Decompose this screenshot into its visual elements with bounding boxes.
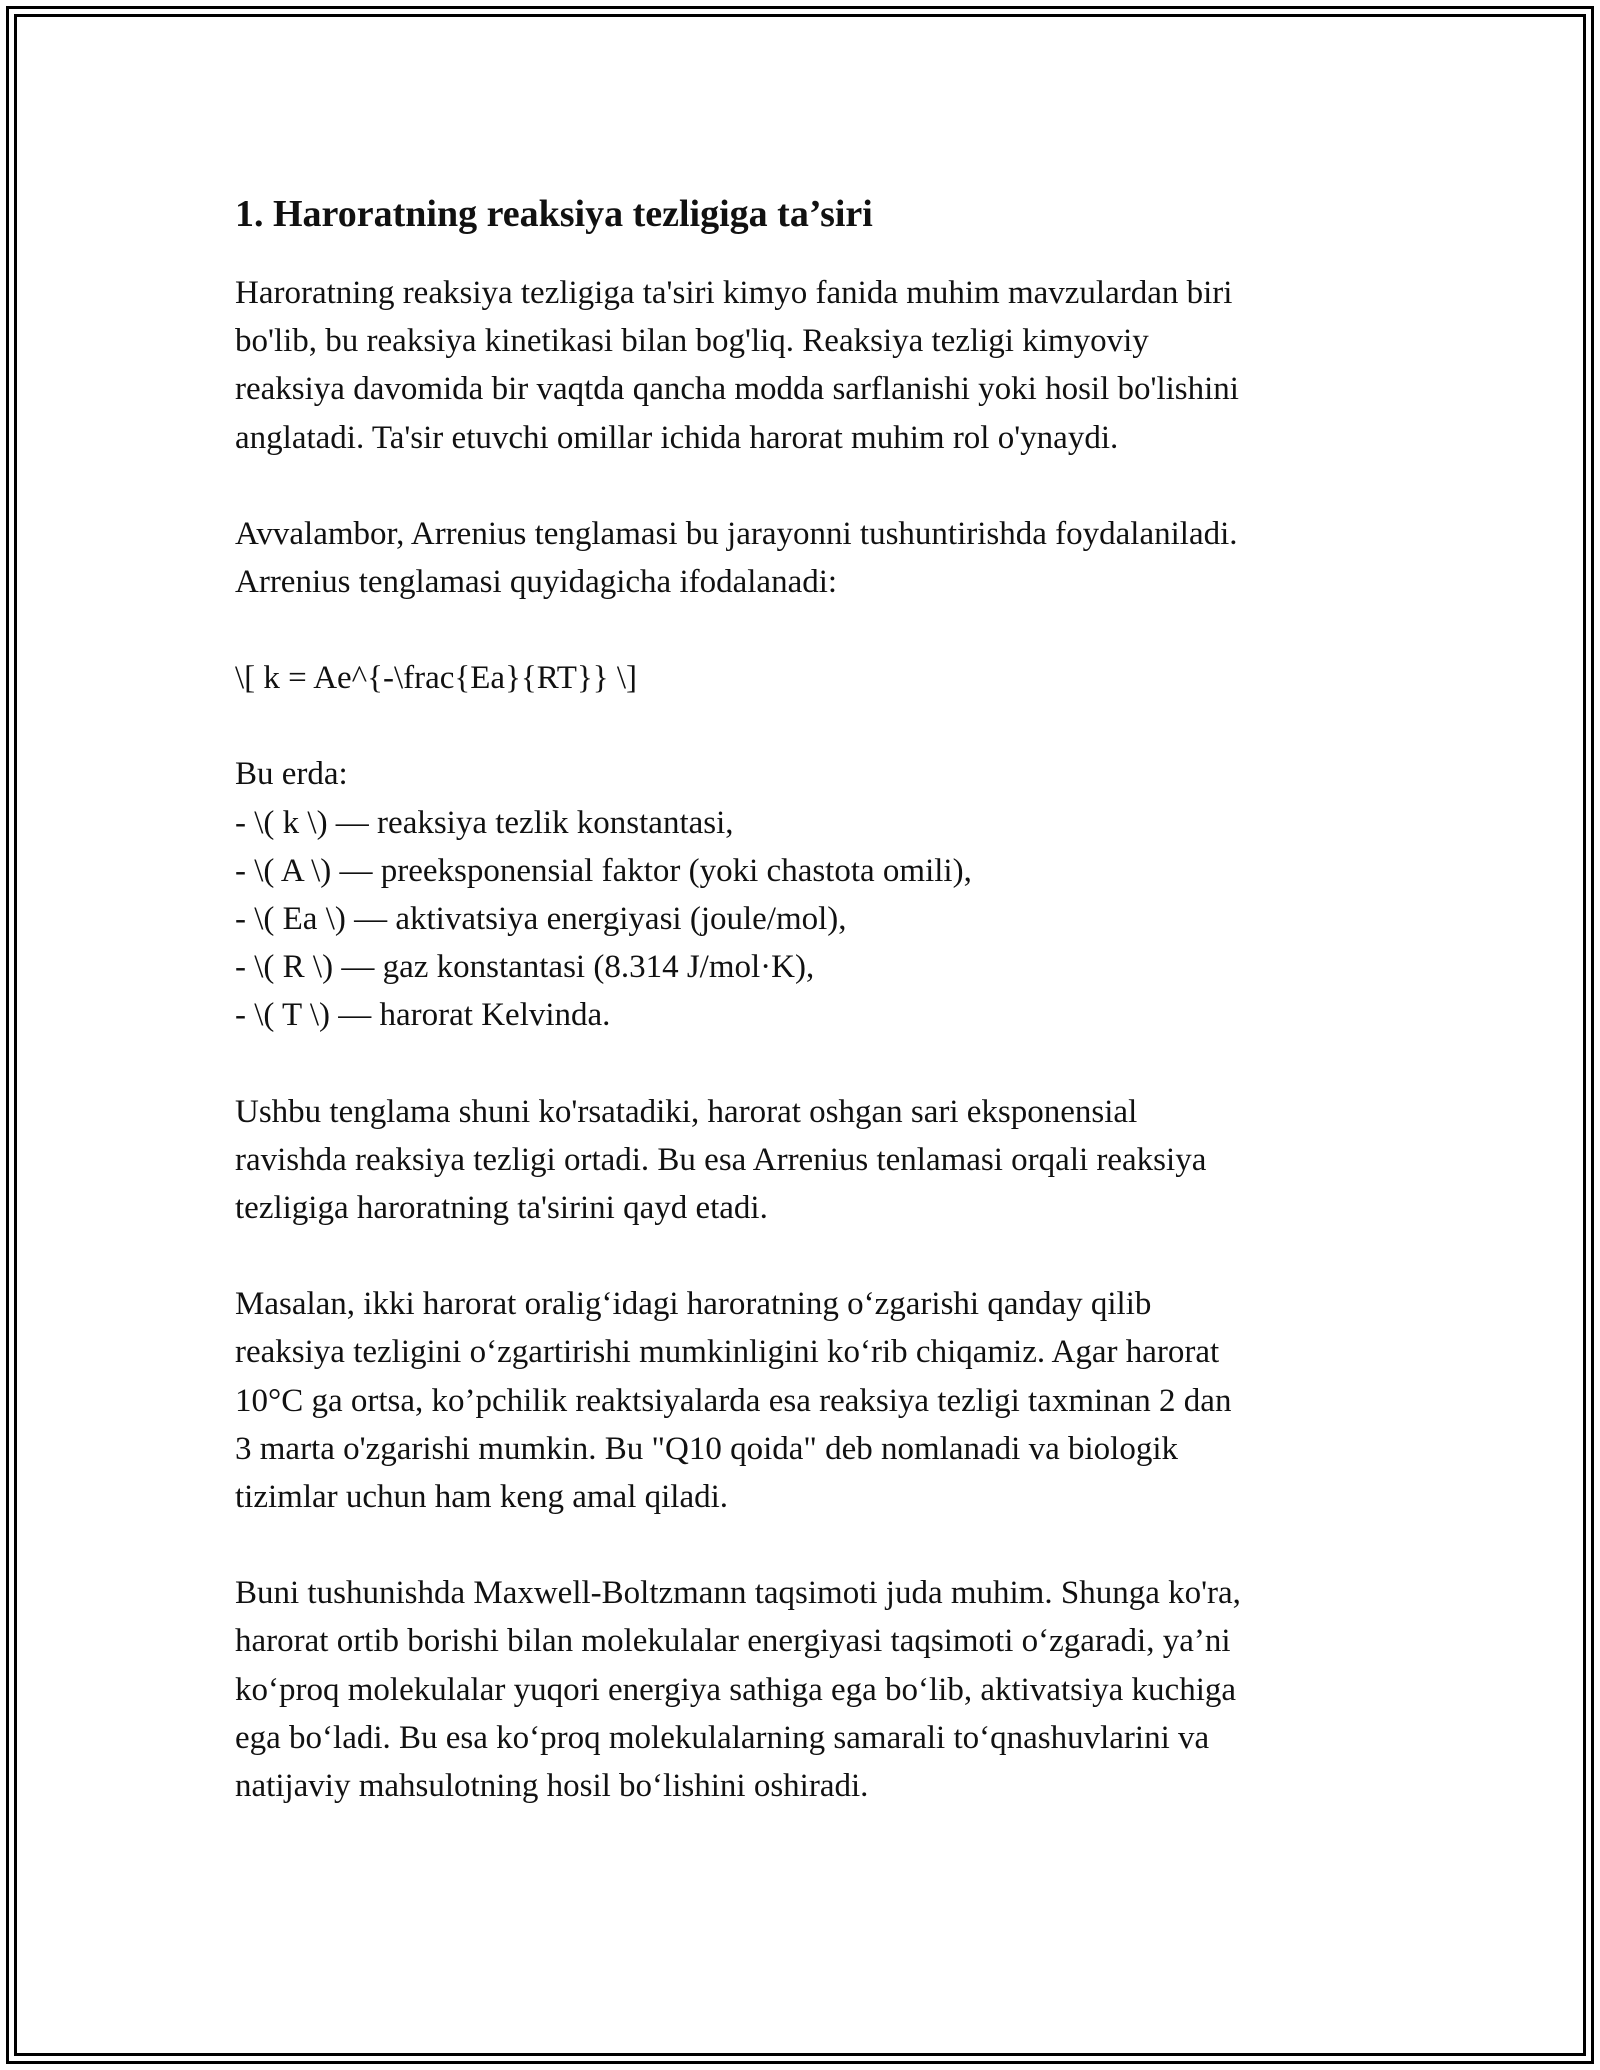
text-line: Ushbu tenglama shuni ko'rsatadiki, harorat oshgan sari eksponensial: [235, 1093, 1138, 1130]
paragraph: [235, 510, 1370, 606]
text-line: reaksiya davomida bir vaqtda qancha modda sarflanishi yoki hosil bo'lishini: [235, 371, 1239, 408]
document-body: [235, 185, 1370, 1858]
equation-paragraph: [235, 654, 1370, 702]
paragraph: [235, 1280, 1370, 1521]
text-line: Haroratning reaksiya tezligiga ta'siri kimyo fanida muhim mavzulardan biri: [235, 275, 1233, 311]
text-line: bo'lib, bu reaksiya kinetikasi bilan bog'liq. Reaksiya tezligi kimyoviy: [235, 323, 1149, 360]
paragraph: [235, 1088, 1370, 1233]
text-line: tizimlar uchun ham keng amal qiladi.: [235, 1479, 729, 1516]
text-line: Avvalambor, Arrenius tenglamasi bu jarayonni tushuntirishda foydalaniladi.: [235, 515, 1238, 552]
text-line: - \( k \) — reaksiya tezlik konstantasi,: [235, 804, 734, 841]
text-line: tezligiga haroratning ta'sirini qayd etadi.: [235, 1190, 768, 1227]
text-line: 10°C ga ortsa, ko’pchilik reaktsiyalarda esa reaksiya tezligi taxminan 2 dan: [235, 1382, 1232, 1419]
text-line: Masalan, ikki harorat oralig‘idagi haroratning o‘zgarishi qanday qilib: [235, 1286, 1152, 1323]
paragraph: [235, 269, 1370, 462]
text-line: - \( A \) — preeksponensial faktor (yoki chastota omili),: [235, 852, 972, 889]
paragraph-list: [235, 269, 1370, 1810]
paragraph: [235, 1569, 1370, 1810]
text-line: - \( R \) — gaz konstantasi (8.314 J/mol·K),: [235, 949, 815, 986]
text-line: reaksiya tezligini o‘zgartirishi mumkinligini ko‘rib chiqamiz. Agar harorat: [235, 1334, 1220, 1371]
text-line: - \( T \) — harorat Kelvinda.: [235, 997, 611, 1034]
text-line: Bu erda:: [235, 756, 348, 793]
text-line: ko‘proq molekulalar yuqori energiya sathiga ega bo‘lib, aktivatsiya kuchiga: [235, 1671, 1237, 1708]
text-line: anglatadi. Ta'sir etuvchi omillar ichida harorat muhim rol o'ynaydi.: [235, 419, 1119, 456]
text-line: Arrenius tenglamasi quyidagicha ifodalanadi:: [235, 564, 838, 601]
text-line: \[ k = Ae^{-\frac{Ea}{RT}} \]: [235, 660, 638, 697]
text-line: ravishda reaksiya tezligi ortadi. Bu esa Arrenius tenlamasi orqali reaksiya: [235, 1141, 1207, 1178]
text-line: harorat ortib borishi bilan molekulalar energiyasi taqsimoti o‘zgaradi, ya’ni: [235, 1623, 1231, 1660]
text-line: ega bo‘ladi. Bu esa ko‘proq molekulalarning samarali to‘qnashuvlarini va: [235, 1719, 1210, 1756]
text-line: 3 marta o'zgarishi mumkin. Bu "Q10 qoida" deb nomlanadi va biologik: [235, 1430, 1178, 1467]
document-title: 1. Haroratning reaksiya tezligiga ta’siri: [235, 193, 873, 235]
text-line: - \( Ea \) — aktivatsiya energiyasi (joule/mol),: [235, 901, 847, 938]
text-line: natijaviy mahsulotning hosil bo‘lishini oshiradi.: [235, 1768, 869, 1805]
text-line: Buni tushunishda Maxwell-Boltzmann taqsimoti juda muhim. Shunga ko'ra,: [235, 1575, 1241, 1612]
paragraph: [235, 750, 1370, 1039]
